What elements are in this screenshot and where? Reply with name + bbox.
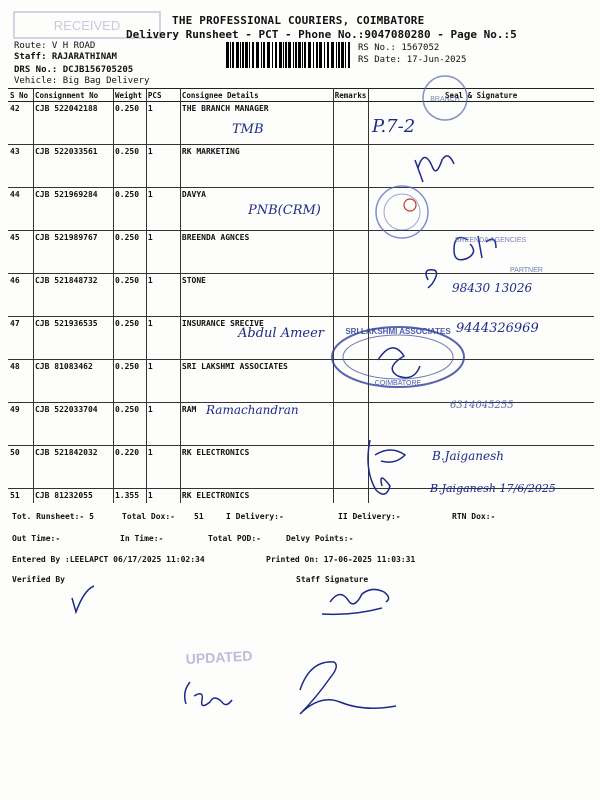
- cell-pcs: 1: [146, 446, 180, 489]
- cell-sno: 43: [8, 145, 33, 188]
- cell-remarks: [333, 145, 369, 188]
- barcode-bar: [242, 42, 244, 68]
- barcode-bar: [283, 42, 284, 68]
- cell-seal: [368, 446, 594, 489]
- cell-remarks: [333, 317, 369, 360]
- table-row: [8, 317, 594, 360]
- printed-on: Printed On: 17-06-2025 11:03:31: [266, 555, 416, 564]
- lakshmi-stamp-text: SRI LAKSHMI ASSOCIATES: [345, 327, 451, 336]
- cell-remarks: [333, 188, 369, 231]
- barcode-bar: [324, 42, 325, 68]
- barcode-bar: [295, 42, 297, 68]
- cell-sno: 50: [8, 446, 33, 489]
- barcode-bar: [267, 42, 270, 68]
- cell-weight: 1.355: [114, 491, 140, 500]
- barcode-bar: [319, 42, 322, 68]
- cell-consignee: THE BRANCH MANAGER: [180, 102, 333, 145]
- cell-sno: 46: [8, 274, 33, 317]
- col-seal: Seal & Signature: [368, 89, 594, 102]
- cell-seal: [368, 231, 594, 274]
- cell-pcs: 1: [146, 231, 180, 274]
- rs-number: RS No.: 1567052: [358, 43, 440, 53]
- table-row: [8, 188, 594, 231]
- table-row: [8, 489, 594, 532]
- hw-pnb: PNB(CRM): [248, 203, 321, 218]
- barcode-bar: [313, 42, 314, 68]
- hw-sig-42: P.7-2: [372, 116, 416, 137]
- cell-sno: 47: [8, 317, 33, 360]
- verified-by: Verified By: [12, 575, 65, 584]
- cell-pcs: 1: [146, 145, 180, 188]
- cell-remarks: [333, 446, 369, 489]
- barcode-bar: [249, 42, 250, 68]
- table-header-row: [8, 89, 594, 102]
- barcode-bar: [245, 42, 248, 68]
- cell-cno: CJB 521848732: [33, 274, 113, 317]
- bottom-signature-1: [185, 682, 232, 706]
- table-row: [8, 403, 594, 446]
- rs-date: RS Date: 17-Jun-2025: [358, 55, 467, 65]
- cell-sno: 51: [10, 491, 20, 500]
- staff-signature-label: Staff Signature: [296, 575, 369, 584]
- barcode-bar: [298, 42, 301, 68]
- hw-tmb: TMB: [232, 122, 264, 137]
- cell-pcs: 1: [146, 403, 180, 446]
- grid-line: [368, 88, 369, 503]
- cell-remarks: [333, 231, 369, 274]
- cell-seal: [368, 403, 594, 446]
- barcode-bar: [336, 42, 337, 68]
- drs-number: DRS No.: DCJB156705205: [14, 65, 134, 75]
- cell-consignee: RAM: [180, 403, 333, 446]
- table-row: [8, 102, 594, 145]
- rtn-dox: RTN Dox:-: [452, 512, 496, 521]
- cell-seal: [368, 188, 594, 231]
- table-row: [8, 231, 594, 274]
- cell-weight: 0.250: [113, 403, 146, 446]
- delvy-points: Delvy Points:-: [286, 534, 354, 543]
- entered-by: Entered By :LEELAPCT 06/17/2025 11:02:34: [12, 555, 205, 564]
- breenda-stamp-sub: PARTNER: [510, 267, 543, 274]
- bottom-signature-2: [300, 662, 396, 714]
- ii-delivery: II Delivery:-: [338, 512, 401, 521]
- barcode-bar: [316, 42, 318, 68]
- barcode-bar: [327, 42, 329, 68]
- barcode-bar: [226, 42, 229, 68]
- barcode-bar: [345, 42, 346, 68]
- cell-remarks: [333, 274, 369, 317]
- cell-weight: 0.250: [113, 145, 146, 188]
- cell-remarks: [333, 403, 369, 446]
- cell-cno: CJB 522033561: [33, 145, 113, 188]
- hw-phone-46: 98430 13026: [452, 281, 533, 295]
- cell-weight: 0.250: [113, 231, 146, 274]
- barcode-bar: [331, 42, 334, 68]
- runsheet-subtitle: Delivery Runsheet - PCT - Phone No.:9047080280 - Page No.:5: [126, 28, 517, 41]
- col-consignment: Consignment No: [33, 89, 113, 102]
- cell-weight: 0.250: [113, 274, 146, 317]
- cell-cno: CJB 521989767: [33, 231, 113, 274]
- cell-consignee: STONE: [180, 274, 333, 317]
- hw-phone-47: 9444326969: [456, 321, 539, 336]
- barcode-bar: [275, 42, 277, 68]
- barcode-bar: [236, 42, 239, 68]
- barcode-bar: [232, 42, 234, 68]
- barcode-bar: [288, 42, 291, 68]
- cell-consignee: RK ELECTRONICS: [180, 446, 333, 489]
- grid-line: [333, 88, 334, 503]
- cell-pcs: 1: [146, 317, 180, 360]
- verified-signature-mark: [72, 586, 94, 612]
- barcode-bar: [308, 42, 311, 68]
- total-dox-label: Total Dox:-: [122, 512, 175, 521]
- out-time: Out Time:-: [12, 534, 61, 543]
- barcode-bar: [341, 42, 344, 68]
- cell-seal: [368, 145, 594, 188]
- lakshmi-stamp-sub: COIMBATORE: [374, 380, 422, 387]
- received-stamp-text: RECEIVED: [53, 18, 121, 33]
- barcode: [226, 42, 352, 68]
- runsheet-table: [8, 88, 594, 531]
- cell-pcs: 1: [147, 491, 153, 500]
- barcode-bar: [240, 42, 241, 68]
- cell-seal: [368, 274, 594, 317]
- barcode-bar: [263, 42, 265, 68]
- vehicle: Vehicle: Big Bag Delivery: [14, 76, 150, 86]
- barcode-bar: [261, 42, 262, 68]
- cell-cno: CJB 522033704: [33, 403, 113, 446]
- col-remarks: Remarks: [334, 90, 367, 100]
- table-row: [8, 360, 594, 403]
- in-time: In Time:-: [120, 534, 164, 543]
- cell-pcs: 1: [146, 274, 180, 317]
- cell-consignee: DAVYA: [180, 188, 333, 231]
- table-row: [8, 274, 594, 317]
- barcode-bar: [293, 42, 294, 68]
- cell-cno: CJB 521936535: [33, 317, 113, 360]
- i-delivery: I Delivery:-: [226, 512, 284, 521]
- hw-jaiganesh-50: B.Jaiganesh: [432, 449, 504, 463]
- cell-pcs: 1: [146, 360, 180, 403]
- col-sno: S No: [8, 89, 33, 102]
- cell-remarks: [333, 102, 369, 145]
- barcode-bar: [256, 42, 259, 68]
- staff-signature-mark: [322, 589, 389, 614]
- hw-jaiganesh-51: B.Jaiganesh 17/6/2025: [430, 482, 556, 495]
- cell-weight: 0.250: [113, 188, 146, 231]
- total-dox-value: 51: [194, 512, 204, 521]
- cell-seal: [368, 360, 594, 403]
- barcode-bar: [285, 42, 287, 68]
- cell-cno: CJB 521969284: [33, 188, 113, 231]
- cell-consignee: BREENDA AGNCES: [180, 231, 333, 274]
- cell-sno: 49: [8, 403, 33, 446]
- barcode-bar: [272, 42, 273, 68]
- cell-cno: CJB 522042188: [33, 102, 113, 145]
- col-pcs: PCS: [146, 89, 180, 102]
- cell-remarks: [333, 360, 369, 403]
- grid-line: [146, 88, 147, 503]
- cell-seal: [368, 102, 594, 145]
- hw-abdul: Abdul Ameer: [238, 326, 325, 341]
- cell-pcs: 1: [146, 188, 180, 231]
- total-pod: Total POD:-: [208, 534, 261, 543]
- cell-weight: 0.250: [113, 102, 146, 145]
- table-row: [8, 145, 594, 188]
- hw-phone-49: 6314045255: [450, 400, 514, 411]
- cell-cno: CJB 521842032: [33, 446, 113, 489]
- cell-weight: 0.250: [113, 317, 146, 360]
- barcode-bar: [348, 42, 350, 68]
- cell-weight: 0.250: [113, 360, 146, 403]
- table-row: [8, 446, 594, 489]
- updated-stamp: [185, 648, 252, 667]
- barcode-bar: [252, 42, 254, 68]
- cell-sno: 42: [8, 102, 33, 145]
- cell-cno: CJB 81083462: [33, 360, 113, 403]
- cell-weight: 0.220: [113, 446, 146, 489]
- company-title: THE PROFESSIONAL COURIERS, COIMBATORE: [172, 14, 425, 27]
- cell-sno: 45: [8, 231, 33, 274]
- grid-line: [113, 88, 114, 503]
- cell-cno: CJB 81232055: [34, 491, 93, 500]
- barcode-bar: [304, 42, 306, 68]
- updated-stamp-text: UPDATED: [185, 647, 253, 667]
- hw-ramachandran: Ramachandran: [206, 403, 299, 417]
- barcode-bar: [338, 42, 340, 68]
- grid-line: [33, 88, 34, 503]
- cell-seal: [368, 317, 594, 360]
- cell-consignee: SRI LAKSHMI ASSOCIATES: [180, 360, 333, 403]
- cell-remarks: [333, 489, 369, 532]
- route: Route: V H ROAD: [14, 41, 96, 51]
- cell-sno: 48: [8, 360, 33, 403]
- branch-stamp-text: BRANCH: [430, 96, 460, 103]
- cell-consignee: INSURANCE SRECIVE: [180, 317, 333, 360]
- tot-runsheet: Tot. Runsheet:- 5: [12, 512, 94, 521]
- barcode-bar: [302, 42, 303, 68]
- staff: Staff: RAJARATHINAM: [14, 52, 117, 62]
- grid-line: [180, 88, 181, 503]
- barcode-bar: [279, 42, 282, 68]
- cell-pcs: 1: [146, 102, 180, 145]
- cell-consignee: RK ELECTRONICS: [181, 491, 250, 500]
- cell-sno: 44: [8, 188, 33, 231]
- cell-seal: [368, 489, 594, 532]
- barcode-bar: [230, 42, 231, 68]
- breenda-stamp-text: BREENDA AGENCIES: [455, 237, 527, 244]
- col-consignee: Consignee Details: [180, 89, 333, 102]
- col-weight: Weight: [113, 89, 146, 102]
- cell-consignee: RK MARKETING: [180, 145, 333, 188]
